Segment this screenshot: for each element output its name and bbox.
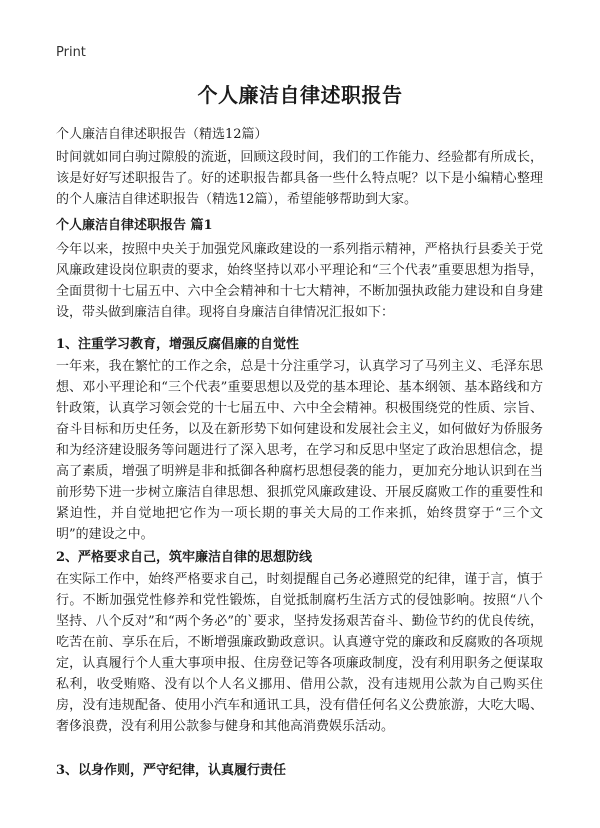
item1-paragraph: 一年来，我在繁忙的工作之余，总是十分注重学习，认真学习了马列主义、毛泽东思想、邓小平理论和“三个代表”重要思想以及党的基本理论、基本纲领、基本路线和方针政策，认真学习领会党的十七届五中、六中全会精神。积极围绕党的性质、宗旨、奋斗目标和历史任务，以及在新形势下如何建设和发展社会主义，如何做好为侨服务和为经济建设服务等问题进行了深入思考，在学习和反思中坚定了政治思想信念，提高了素质，增强了明辨是非和抵御各种腐朽思想侵袭的能力，更加充分地认识到在当前形势下进一步树立廉洁自律思想、狠抓党风廉政建设、开展反腐败工作的重要性和紧迫性，并自觉地把它作为一项长期的事关大局的工作来抓，始终贯穿于“三个文明”的建设之中。 [56, 359, 543, 542]
section1-heading: 个人廉洁自律述职报告 篇1 [56, 218, 213, 233]
item1-heading: 1、注重学习教育，增强反腐倡廉的自觉性 [56, 337, 300, 352]
item2-paragraph: 在实际工作中，始终严格要求自己，时刻提醒自己务必遵照党的纪律，谨于言，慎于行。不断加强党性修养和党性锻炼，自觉抵制腐朽生活方式的侵蚀影响。按照“八个坚持、八个反对”和“两个务必”的`要求，坚持发扬艰苦奋斗、勤俭节约的优良传统，吃苦在前、享乐在后，不断增强廉政勤政意识。认真遵守党的廉政和反腐败的各项规定，认真履行个人重大事项申报、住房登记等各项廉政制度，没有利用职务之便谋取私利，收受贿赂、没有以个人名义挪用、借用公款，没有违规用公款为自己购买住房，没有违规配备、使用小汽车和通讯工具，没有借任何名义公费旅游，大吃大喝、奢侈浪费，没有利用公款参与健身和其他高消费娱乐活动。 [56, 572, 543, 734]
section1-intro-paragraph: 今年以来，按照中央关于加强党风廉政建设的一系列指示精神，严格执行县委关于党风廉政建设岗位职责的要求，始终坚持以邓小平理论和“三个代表”重要思想为指导，全面贯彻十七届五中、六中全会精神和十七大精神，不断加强执政能力建设和自身建设，带头做到廉洁自律。现将自身廉洁自律情况汇报如下： [56, 242, 543, 320]
print-link[interactable]: Print [56, 45, 86, 60]
document-title: 个人廉洁自律述职报告 [197, 83, 403, 107]
document-subtitle: 个人廉洁自律述职报告（精选12篇） [56, 127, 268, 142]
intro-paragraph: 时间就如同白驹过隙般的流逝，回顾这段时间，我们的工作能力、经验都有所成长，该是好好写述职报告了。好的述职报告都具备一些什么特点呢？以下是小编精心整理的个人廉洁自律述职报告（精选12篇），希望能够帮助到大家。 [56, 150, 543, 207]
item2-heading: 2、严格要求自己，筑牢廉洁自律的思想防线 [56, 550, 313, 565]
item3-heading: 3、以身作则，严守纪律，认真履行责任 [56, 763, 287, 778]
